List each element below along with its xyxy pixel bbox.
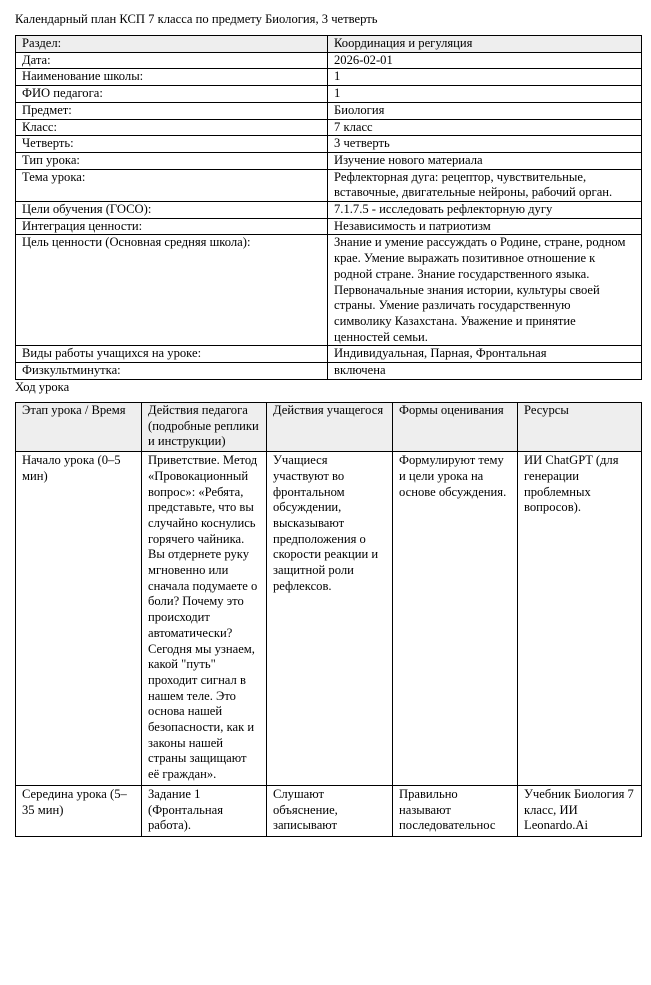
info-row [16,218,642,235]
info-row [16,36,642,53]
plan-cell: Учащиеся участвуют во фронтальном обсуждении, высказывают предположения о скорости реакции и защитной роли рефлексов. [267,452,393,786]
plan-cell: Задание 1 (Фронтальная работа). [142,785,267,836]
info-label: Цель ценности (Основная средняя школа): [16,235,328,346]
plan-header-cell: Действия учащегося [267,403,393,452]
info-label: Физкультминутка: [16,363,328,380]
info-label: Виды работы учащихся на уроке: [16,346,328,363]
lesson-flow-heading: Ход урока [15,380,70,394]
info-label: Раздел: [16,36,328,53]
info-row [16,69,642,86]
plan-header-cell: Этап урока / Время [16,403,142,452]
info-row [16,346,642,363]
plan-cell: Учебник Биология 7 класс, ИИ Leonardo.Ai [518,785,642,836]
plan-row [16,452,642,786]
info-value: 2026-02-01 [328,52,642,69]
info-row [16,86,642,103]
plan-cell: Формулируют тему и цели урока на основе обсуждения. [393,452,518,786]
plan-cell: ИИ ChatGPT (для генерации проблемных вопросов). [518,452,642,786]
info-value: 1 [328,86,642,103]
info-row [16,363,642,380]
plan-cell: Правильно называют последовательнос [393,785,518,836]
info-label: Тип урока: [16,152,328,169]
info-row [16,169,642,201]
info-value: Независимость и патриотизм [328,218,642,235]
info-value: 3 четверть [328,136,642,153]
info-label: Интеграция ценности: [16,218,328,235]
lesson-info-table [15,35,642,380]
info-label: Предмет: [16,102,328,119]
info-value: Знание и умение рассуждать о Родине, стране, родном крае. Умение выражать позитивное отношение к родной стране. Знание государственного языка. Первоначальные знания истории, культуры своей страны. Умение различать государственную символику Казахстана. Уважение и принятие ценностей семьи. [328,235,642,346]
info-value: 7 класс [328,119,642,136]
info-value: Индивидуальная, Парная, Фронтальная [328,346,642,363]
info-label: Класс: [16,119,328,136]
info-value: 7.1.7.5 - исследовать рефлекторную дугу [328,202,642,219]
info-value: Координация и регуляция [328,36,642,53]
info-value: Изучение нового материала [328,152,642,169]
plan-header-cell: Формы оценивания [393,403,518,452]
info-row [16,119,642,136]
info-label: Наименование школы: [16,69,328,86]
info-value: Биология [328,102,642,119]
info-label: Четверть: [16,136,328,153]
info-row [16,136,642,153]
plan-header-cell: Действия педагога (подробные реплики и инструкции) [142,403,267,452]
info-value: 1 [328,69,642,86]
plan-header-cell: Ресурсы [518,403,642,452]
plan-cell: Приветствие. Метод «Провокационный вопрос»: «Ребята, представьте, что вы случайно коснулись горячего чайника. Вы отдернете руку мгновенно или сначала подумаете о боли? Почему это происходит автоматически? Сегодня мы узнаем, какой "путь" проходит сигнал в нашем теле. Это основа нашей безопасности, как и законы нашей страны защищают её граждан». [142,452,267,786]
plan-row [16,785,642,836]
lesson-plan-table [15,402,642,837]
info-row [16,235,642,346]
document-title: Календарный план КСП 7 класса по предмету Биология, 3 четверть [15,12,378,26]
info-label: ФИО педагога: [16,86,328,103]
info-row [16,52,642,69]
plan-cell: Слушают объяснение, записывают [267,785,393,836]
info-label: Тема урока: [16,169,328,201]
info-label: Цели обучения (ГОСО): [16,202,328,219]
info-row [16,152,642,169]
info-row [16,202,642,219]
info-value: включена [328,363,642,380]
plan-header-row [16,403,642,452]
info-label: Дата: [16,52,328,69]
info-row [16,102,642,119]
plan-cell: Середина урока (5–35 мин) [16,785,142,836]
plan-cell: Начало урока (0–5 мин) [16,452,142,786]
info-value: Рефлекторная дуга: рецептор, чувствительные, вставочные, двигательные нейроны, рабочий орган. [328,169,642,201]
